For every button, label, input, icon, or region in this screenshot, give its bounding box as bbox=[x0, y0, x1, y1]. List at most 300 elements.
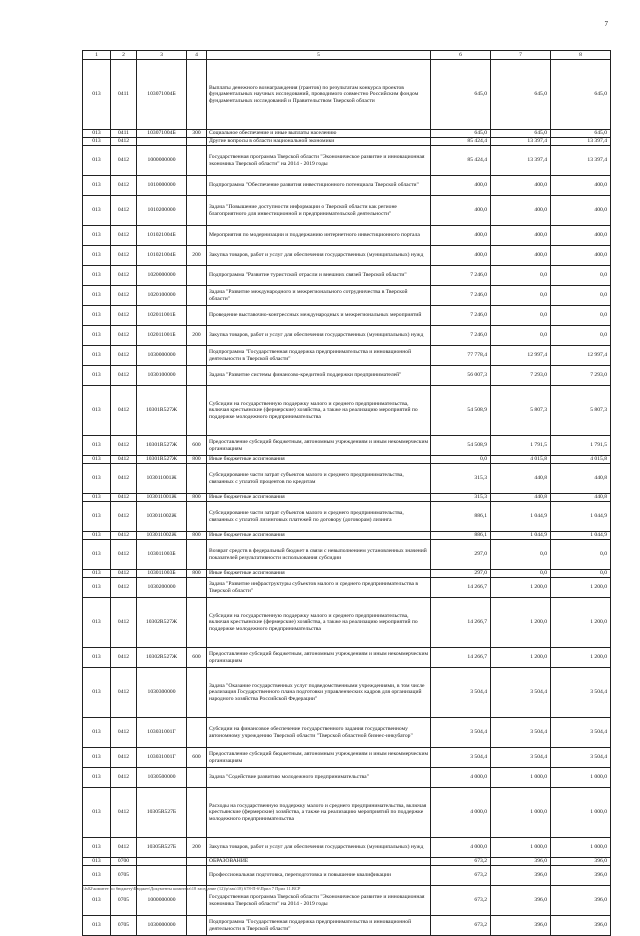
cell-section-code: 0412 bbox=[111, 578, 137, 598]
cell-name: Государственная программа Тверской области "Экономическое развитие и инновационная экономика Тверской области" на 2014 - 2019 годы bbox=[207, 886, 431, 916]
cell-section-code: 0412 bbox=[111, 598, 137, 648]
cell-target-article: 101021004Б bbox=[137, 246, 187, 266]
budget-table-container bbox=[82, 50, 610, 936]
cell-target-article: 103071004Б bbox=[137, 60, 187, 130]
cell-amount-year1: 400,0 bbox=[431, 246, 491, 266]
cell-section-code: 0412 bbox=[111, 502, 137, 532]
cell-name: Задача "Развитие системы финансово-кредитной поддержки предпринимателей" bbox=[207, 366, 431, 386]
table-row bbox=[83, 788, 611, 838]
cell-amount-year2: 1 200,0 bbox=[491, 648, 551, 668]
cell-name: Субсидирование части затрат субъектов малого и среднего предпринимательства, связанных с уплатой лизинговых платежей по договору (договорам) лизинга bbox=[207, 502, 431, 532]
cell-section-code: 0412 bbox=[111, 570, 137, 578]
cell-target-article: 10301R527Ж bbox=[137, 456, 187, 464]
cell-name: Предоставление субсидий бюджетным, автономным учреждениям и иным некоммерческим организациям bbox=[207, 436, 431, 456]
cell-amount-year2: 3 504,4 bbox=[491, 748, 551, 768]
cell-amount-year1: 7 246,0 bbox=[431, 326, 491, 346]
header-col-4: 4 bbox=[187, 51, 207, 60]
cell-amount-year1: 3 504,4 bbox=[431, 718, 491, 748]
cell-expense-type: 200 bbox=[187, 838, 207, 858]
table-row bbox=[83, 60, 611, 130]
table-row bbox=[83, 916, 611, 936]
cell-name: Предоставление субсидий бюджетным, автономным учреждениям и иным некоммерческим организациям bbox=[207, 648, 431, 668]
cell-amount-year2: 396,0 bbox=[491, 866, 551, 886]
cell-amount-year2: 3 504,4 bbox=[491, 668, 551, 718]
cell-expense-type bbox=[187, 858, 207, 866]
cell-ministry-code: 013 bbox=[83, 532, 111, 540]
cell-expense-type bbox=[187, 386, 207, 436]
cell-amount-year2: 400,0 bbox=[491, 176, 551, 196]
cell-ministry-code: 013 bbox=[83, 196, 111, 226]
cell-section-code: 0412 bbox=[111, 366, 137, 386]
cell-amount-year3: 1 000,0 bbox=[551, 838, 611, 858]
cell-ministry-code: 013 bbox=[83, 130, 111, 138]
cell-target-article: 103011001Ж bbox=[137, 494, 187, 502]
cell-amount-year1: 297,0 bbox=[431, 540, 491, 570]
cell-section-code: 0412 bbox=[111, 494, 137, 502]
cell-target-article: 10302R527Ж bbox=[137, 598, 187, 648]
cell-amount-year3: 0,0 bbox=[551, 306, 611, 326]
cell-amount-year1: 673,2 bbox=[431, 886, 491, 916]
cell-target-article: 1000000000 bbox=[137, 146, 187, 176]
cell-section-code: 0412 bbox=[111, 346, 137, 366]
cell-expense-type: 800 bbox=[187, 456, 207, 464]
cell-amount-year2: 13 397,4 bbox=[491, 146, 551, 176]
table-row bbox=[83, 768, 611, 788]
cell-amount-year2: 4 015,8 bbox=[491, 456, 551, 464]
cell-name: Иные бюджетные ассигнования bbox=[207, 456, 431, 464]
cell-amount-year3: 12 997,4 bbox=[551, 346, 611, 366]
table-row bbox=[83, 532, 611, 540]
cell-amount-year2: 1 791,5 bbox=[491, 436, 551, 456]
cell-section-code: 0412 bbox=[111, 286, 137, 306]
table-row bbox=[83, 578, 611, 598]
cell-name: Государственная программа Тверской области "Экономическое развитие и инновационная экономика Тверской области" на 2014 - 2019 годы bbox=[207, 146, 431, 176]
cell-amount-year1: 3 504,4 bbox=[431, 668, 491, 718]
cell-amount-year3: 396,0 bbox=[551, 916, 611, 936]
cell-ministry-code: 013 bbox=[83, 176, 111, 196]
cell-amount-year2: 400,0 bbox=[491, 226, 551, 246]
cell-amount-year1: 7 246,0 bbox=[431, 306, 491, 326]
cell-amount-year3: 13 397,4 bbox=[551, 146, 611, 176]
cell-section-code: 0412 bbox=[111, 540, 137, 570]
table-row bbox=[83, 226, 611, 246]
table-row bbox=[83, 464, 611, 494]
cell-expense-type bbox=[187, 60, 207, 130]
cell-amount-year3: 1 200,0 bbox=[551, 648, 611, 668]
cell-amount-year1: 85 424,4 bbox=[431, 146, 491, 176]
cell-expense-type bbox=[187, 196, 207, 226]
cell-name: Задача "Развитие международного и межрегионального сотрудничества в Тверской области" bbox=[207, 286, 431, 306]
cell-amount-year2: 1 000,0 bbox=[491, 768, 551, 788]
cell-ministry-code: 013 bbox=[83, 578, 111, 598]
cell-ministry-code: 013 bbox=[83, 346, 111, 366]
cell-expense-type bbox=[187, 788, 207, 838]
cell-name: Иные бюджетные ассигнования bbox=[207, 494, 431, 502]
cell-amount-year3: 1 044,9 bbox=[551, 532, 611, 540]
table-row bbox=[83, 648, 611, 668]
cell-expense-type bbox=[187, 366, 207, 386]
cell-amount-year3: 645,0 bbox=[551, 60, 611, 130]
cell-ministry-code: 013 bbox=[83, 570, 111, 578]
page-number: 7 bbox=[604, 20, 608, 28]
cell-amount-year3: 1 000,0 bbox=[551, 788, 611, 838]
cell-amount-year1: 400,0 bbox=[431, 176, 491, 196]
cell-expense-type bbox=[187, 306, 207, 326]
cell-ministry-code: 013 bbox=[83, 386, 111, 436]
cell-amount-year2: 12 997,4 bbox=[491, 346, 551, 366]
cell-amount-year2: 0,0 bbox=[491, 326, 551, 346]
cell-expense-type bbox=[187, 226, 207, 246]
cell-amount-year1: 886,1 bbox=[431, 532, 491, 540]
cell-target-article: 1030200000 bbox=[137, 578, 187, 598]
table-row bbox=[83, 718, 611, 748]
cell-amount-year1: 14 266,7 bbox=[431, 578, 491, 598]
cell-name: Подпрограмма "Государственная поддержка предпринимательства и инновационной деятельности в Тверской области" bbox=[207, 916, 431, 936]
table-row bbox=[83, 138, 611, 146]
table-row bbox=[83, 436, 611, 456]
cell-amount-year1: 645,0 bbox=[431, 130, 491, 138]
cell-expense-type: 600 bbox=[187, 648, 207, 668]
cell-ministry-code: 013 bbox=[83, 788, 111, 838]
cell-ministry-code: 013 bbox=[83, 326, 111, 346]
header-col-7: 7 bbox=[491, 51, 551, 60]
cell-name: Выплаты денежного вознаграждения (грантов) по результатам конкурса проектов фундаментальных научных исследований, проводимого совместно Российским фондом фундаментальных исследований и Правительством Тверской области bbox=[207, 60, 431, 130]
cell-ministry-code: 013 bbox=[83, 266, 111, 286]
cell-expense-type bbox=[187, 916, 207, 936]
cell-amount-year3: 1 200,0 bbox=[551, 578, 611, 598]
cell-amount-year1: 4 000,0 bbox=[431, 768, 491, 788]
cell-amount-year1: 7 246,0 bbox=[431, 286, 491, 306]
cell-ministry-code: 013 bbox=[83, 916, 111, 936]
cell-amount-year3: 400,0 bbox=[551, 246, 611, 266]
cell-target-article: 10301R527Ж bbox=[137, 386, 187, 436]
cell-ministry-code: 013 bbox=[83, 226, 111, 246]
cell-amount-year2: 0,0 bbox=[491, 570, 551, 578]
cell-amount-year2: 0,0 bbox=[491, 266, 551, 286]
cell-expense-type bbox=[187, 540, 207, 570]
cell-amount-year2: 396,0 bbox=[491, 858, 551, 866]
cell-expense-type bbox=[187, 464, 207, 494]
cell-target-article: 103071004Б bbox=[137, 130, 187, 138]
cell-name: Другие вопросы в области национальной экономики bbox=[207, 138, 431, 146]
table-row bbox=[83, 570, 611, 578]
cell-target-article: 1010200000 bbox=[137, 196, 187, 226]
cell-amount-year3: 7 293,0 bbox=[551, 366, 611, 386]
cell-section-code: 0412 bbox=[111, 146, 137, 176]
cell-amount-year1: 315,3 bbox=[431, 464, 491, 494]
cell-amount-year3: 5 807,3 bbox=[551, 386, 611, 436]
cell-expense-type: 300 bbox=[187, 130, 207, 138]
cell-amount-year1: 77 778,4 bbox=[431, 346, 491, 366]
table-row bbox=[83, 326, 611, 346]
header-row bbox=[83, 51, 611, 60]
cell-amount-year1: 297,0 bbox=[431, 570, 491, 578]
cell-expense-type: 800 bbox=[187, 494, 207, 502]
cell-ministry-code: 013 bbox=[83, 138, 111, 146]
cell-amount-year1: 0,0 bbox=[431, 456, 491, 464]
cell-name: Закупка товаров, работ и услуг для обеспечения государственных (муниципальных) нужд bbox=[207, 326, 431, 346]
table-row bbox=[83, 306, 611, 326]
cell-target-article: 103011002Ж bbox=[137, 532, 187, 540]
cell-ministry-code: 013 bbox=[83, 540, 111, 570]
cell-ministry-code: 013 bbox=[83, 306, 111, 326]
cell-target-article: 101021004Б bbox=[137, 226, 187, 246]
cell-section-code: 0412 bbox=[111, 386, 137, 436]
cell-target-article: 10305R527Б bbox=[137, 838, 187, 858]
cell-name: Субсидии на государственную поддержку малого и среднего предпринимательства, включая крестьянские (фермерские) хозяйства, а также на реализацию мероприятий по поддержке молодежного предпринимательства bbox=[207, 386, 431, 436]
cell-target-article: 103011003Б bbox=[137, 540, 187, 570]
cell-amount-year3: 1 791,5 bbox=[551, 436, 611, 456]
cell-amount-year3: 396,0 bbox=[551, 886, 611, 916]
cell-section-code: 0412 bbox=[111, 788, 137, 838]
cell-amount-year3: 1 044,9 bbox=[551, 502, 611, 532]
cell-name: Задача "Повышение доступности информации о Тверской области как регионе благоприятного для инвестиционной и предпринимательской деятельности" bbox=[207, 196, 431, 226]
table-row bbox=[83, 858, 611, 866]
cell-amount-year1: 54 508,9 bbox=[431, 386, 491, 436]
cell-ministry-code: 013 bbox=[83, 456, 111, 464]
cell-amount-year2: 400,0 bbox=[491, 196, 551, 226]
cell-amount-year2: 1 000,0 bbox=[491, 838, 551, 858]
cell-amount-year3: 3 504,4 bbox=[551, 748, 611, 768]
cell-amount-year1: 4 000,0 bbox=[431, 838, 491, 858]
cell-amount-year3: 440,8 bbox=[551, 464, 611, 494]
cell-name: Социальное обеспечение и иные выплаты населению bbox=[207, 130, 431, 138]
cell-section-code: 0705 bbox=[111, 916, 137, 936]
cell-amount-year2: 0,0 bbox=[491, 540, 551, 570]
cell-amount-year3: 400,0 bbox=[551, 226, 611, 246]
cell-name: Закупка товаров, работ и услуг для обеспечения государственных (муниципальных) нужд bbox=[207, 246, 431, 266]
cell-section-code: 0412 bbox=[111, 246, 137, 266]
cell-expense-type bbox=[187, 668, 207, 718]
cell-expense-type bbox=[187, 768, 207, 788]
cell-expense-type bbox=[187, 146, 207, 176]
cell-name: Иные бюджетные ассигнования bbox=[207, 570, 431, 578]
cell-name: Проведение выставочно-конгрессных международных и межрегиональных мероприятий bbox=[207, 306, 431, 326]
cell-target-article: 1000000000 bbox=[137, 886, 187, 916]
cell-amount-year2: 645,0 bbox=[491, 130, 551, 138]
cell-amount-year3: 0,0 bbox=[551, 570, 611, 578]
cell-amount-year1: 400,0 bbox=[431, 226, 491, 246]
header-col-8: 8 bbox=[551, 51, 611, 60]
cell-section-code: 0412 bbox=[111, 326, 137, 346]
cell-amount-year2: 1 200,0 bbox=[491, 578, 551, 598]
cell-ministry-code: 013 bbox=[83, 648, 111, 668]
cell-section-code: 0700 bbox=[111, 858, 137, 866]
cell-target-article: 1030100000 bbox=[137, 366, 187, 386]
cell-target-article bbox=[137, 866, 187, 886]
cell-ministry-code: 013 bbox=[83, 436, 111, 456]
cell-section-code: 0412 bbox=[111, 768, 137, 788]
cell-section-code: 0412 bbox=[111, 718, 137, 748]
cell-target-article: 103031001Г bbox=[137, 748, 187, 768]
cell-name: Задача "Оказание государственных услуг подведомственными учреждениями, в том числе реализация Государственного плана подготовки управленческих кадров для организаций народного хозяйства Российской Федерации" bbox=[207, 668, 431, 718]
header-col-2: 2 bbox=[111, 51, 137, 60]
cell-expense-type: 800 bbox=[187, 532, 207, 540]
cell-ministry-code: 013 bbox=[83, 246, 111, 266]
file-path-footer: \\fs02\комитет по бюджету\Бюджет\Документы комитета\18 заседание (12)\р\зак\18) 678-П-6\Прил 7 Прил 11.ВСР bbox=[82, 886, 301, 891]
cell-amount-year2: 396,0 bbox=[491, 916, 551, 936]
cell-target-article: 1030000000 bbox=[137, 916, 187, 936]
cell-ministry-code: 013 bbox=[83, 838, 111, 858]
table-row bbox=[83, 130, 611, 138]
cell-amount-year1: 85 424,4 bbox=[431, 138, 491, 146]
cell-amount-year1: 886,1 bbox=[431, 502, 491, 532]
cell-amount-year3: 0,0 bbox=[551, 286, 611, 306]
cell-section-code: 0412 bbox=[111, 176, 137, 196]
cell-amount-year1: 645,0 bbox=[431, 60, 491, 130]
cell-amount-year1: 673,2 bbox=[431, 916, 491, 936]
cell-amount-year3: 0,0 bbox=[551, 326, 611, 346]
table-row bbox=[83, 598, 611, 648]
cell-name: Профессиональная подготовка, переподготовка и повышение квалификации bbox=[207, 866, 431, 886]
cell-amount-year2: 1 044,9 bbox=[491, 532, 551, 540]
cell-ministry-code: 013 bbox=[83, 502, 111, 532]
cell-expense-type bbox=[187, 718, 207, 748]
cell-ministry-code: 013 bbox=[83, 718, 111, 748]
cell-amount-year2: 645,0 bbox=[491, 60, 551, 130]
cell-ministry-code: 013 bbox=[83, 886, 111, 916]
table-row bbox=[83, 540, 611, 570]
cell-name: Субсидирование части затрат субъектов малого и среднего предпринимательства, связанных с уплатой процентов по кредитам bbox=[207, 464, 431, 494]
cell-expense-type: 200 bbox=[187, 326, 207, 346]
cell-name: Расходы на государственную поддержку малого и среднего предпринимательства, включая крестьянские (фермерские) хозяйства, а также на реализацию мероприятий по поддержке молодежного предпринимательства bbox=[207, 788, 431, 838]
cell-amount-year3: 396,0 bbox=[551, 866, 611, 886]
table-row bbox=[83, 176, 611, 196]
cell-name: Субсидии на финансовое обеспечение государственного задания государственному автономному учреждению Тверской области "Тверской областной бизнес-инкубатор" bbox=[207, 718, 431, 748]
cell-amount-year2: 5 807,3 bbox=[491, 386, 551, 436]
cell-target-article bbox=[137, 138, 187, 146]
cell-ministry-code: 013 bbox=[83, 286, 111, 306]
cell-amount-year2: 0,0 bbox=[491, 306, 551, 326]
cell-ministry-code: 013 bbox=[83, 668, 111, 718]
table-row bbox=[83, 838, 611, 858]
header-col-3: 3 bbox=[137, 51, 187, 60]
table-row bbox=[83, 286, 611, 306]
cell-expense-type: 600 bbox=[187, 436, 207, 456]
cell-ministry-code: 013 bbox=[83, 146, 111, 176]
cell-target-article: 10302R527Ж bbox=[137, 648, 187, 668]
cell-amount-year2: 3 504,4 bbox=[491, 718, 551, 748]
cell-amount-year3: 1 000,0 bbox=[551, 768, 611, 788]
table-row bbox=[83, 266, 611, 286]
cell-amount-year1: 7 246,0 bbox=[431, 266, 491, 286]
cell-amount-year2: 1 200,0 bbox=[491, 598, 551, 648]
table-row bbox=[83, 668, 611, 718]
cell-expense-type bbox=[187, 176, 207, 196]
table-row bbox=[83, 146, 611, 176]
cell-amount-year1: 400,0 bbox=[431, 196, 491, 226]
cell-target-article: 102011001Б bbox=[137, 326, 187, 346]
table-row bbox=[83, 456, 611, 464]
table-row bbox=[83, 502, 611, 532]
cell-amount-year3: 4 015,8 bbox=[551, 456, 611, 464]
cell-amount-year3: 0,0 bbox=[551, 540, 611, 570]
cell-section-code: 0412 bbox=[111, 648, 137, 668]
cell-name: Возврат средств в федеральный бюджет в связи с невыполнением установленных значений показателей результативности использования субсидии bbox=[207, 540, 431, 570]
cell-section-code: 0411 bbox=[111, 60, 137, 130]
cell-ministry-code: 013 bbox=[83, 464, 111, 494]
cell-target-article: 103011003Б bbox=[137, 570, 187, 578]
cell-amount-year2: 1 000,0 bbox=[491, 788, 551, 838]
cell-name: Задача "Содействие развитию молодежного предпринимательства" bbox=[207, 768, 431, 788]
cell-target-article: 103011002Ж bbox=[137, 502, 187, 532]
cell-section-code: 0412 bbox=[111, 226, 137, 246]
cell-amount-year1: 673,2 bbox=[431, 858, 491, 866]
cell-section-code: 0412 bbox=[111, 138, 137, 146]
cell-section-code: 0705 bbox=[111, 866, 137, 886]
header-col-5: 5 bbox=[207, 51, 431, 60]
cell-expense-type bbox=[187, 138, 207, 146]
cell-section-code: 0412 bbox=[111, 456, 137, 464]
cell-amount-year1: 54 508,9 bbox=[431, 436, 491, 456]
cell-ministry-code: 013 bbox=[83, 494, 111, 502]
header-col-1: 1 bbox=[83, 51, 111, 60]
cell-name: Предоставление субсидий бюджетным, автономным учреждениям и иным некоммерческим организациям bbox=[207, 748, 431, 768]
cell-section-code: 0412 bbox=[111, 838, 137, 858]
cell-amount-year2: 440,8 bbox=[491, 494, 551, 502]
cell-name: Задача "Развитие инфраструктуры субъектов малого и среднего предпринимательства в Тверской области" bbox=[207, 578, 431, 598]
cell-ministry-code: 013 bbox=[83, 598, 111, 648]
cell-amount-year2: 13 397,4 bbox=[491, 138, 551, 146]
cell-name: Субсидии на государственную поддержку малого и среднего предпринимательства, включая крестьянские (фермерские) хозяйства, а также на реализацию мероприятий по поддержке молодежного предпринимательства bbox=[207, 598, 431, 648]
cell-section-code: 0412 bbox=[111, 532, 137, 540]
cell-section-code: 0412 bbox=[111, 668, 137, 718]
cell-expense-type bbox=[187, 866, 207, 886]
cell-name: Подпрограмма "Государственная поддержка предпринимательства и инновационной деятельности в Тверской области" bbox=[207, 346, 431, 366]
cell-expense-type: 800 bbox=[187, 570, 207, 578]
table-row bbox=[83, 246, 611, 266]
cell-amount-year2: 1 044,9 bbox=[491, 502, 551, 532]
cell-amount-year3: 3 504,4 bbox=[551, 668, 611, 718]
cell-ministry-code: 013 bbox=[83, 60, 111, 130]
cell-ministry-code: 013 bbox=[83, 748, 111, 768]
cell-name: Иные бюджетные ассигнования bbox=[207, 532, 431, 540]
cell-expense-type bbox=[187, 578, 207, 598]
cell-ministry-code: 013 bbox=[83, 768, 111, 788]
cell-section-code: 0412 bbox=[111, 436, 137, 456]
cell-amount-year3: 440,8 bbox=[551, 494, 611, 502]
cell-amount-year1: 673,2 bbox=[431, 866, 491, 886]
table-row bbox=[83, 366, 611, 386]
cell-amount-year2: 440,8 bbox=[491, 464, 551, 494]
cell-target-article: 10301R527Ж bbox=[137, 436, 187, 456]
cell-target-article: 1020000000 bbox=[137, 266, 187, 286]
cell-section-code: 0412 bbox=[111, 266, 137, 286]
cell-section-code: 0412 bbox=[111, 196, 137, 226]
cell-section-code: 0412 bbox=[111, 748, 137, 768]
budget-table bbox=[82, 50, 611, 936]
cell-name: ОБРАЗОВАНИЕ bbox=[207, 858, 431, 866]
cell-expense-type: 600 bbox=[187, 748, 207, 768]
cell-amount-year3: 645,0 bbox=[551, 130, 611, 138]
cell-amount-year1: 3 504,4 bbox=[431, 748, 491, 768]
cell-target-article: 103011001Ж bbox=[137, 464, 187, 494]
cell-amount-year3: 400,0 bbox=[551, 176, 611, 196]
cell-name: Подпрограмма "Обеспечение развития инвестиционного потенциала Тверской области" bbox=[207, 176, 431, 196]
table-row bbox=[83, 494, 611, 502]
cell-expense-type bbox=[187, 502, 207, 532]
cell-section-code: 0412 bbox=[111, 306, 137, 326]
cell-amount-year3: 396,0 bbox=[551, 858, 611, 866]
cell-amount-year3: 0,0 bbox=[551, 266, 611, 286]
cell-target-article: 1010000000 bbox=[137, 176, 187, 196]
cell-amount-year2: 0,0 bbox=[491, 286, 551, 306]
cell-amount-year3: 1 200,0 bbox=[551, 598, 611, 648]
cell-expense-type bbox=[187, 346, 207, 366]
cell-ministry-code: 013 bbox=[83, 858, 111, 866]
cell-name: Подпрограмма "Развитие туристской отрасли и внешних связей Тверской области" bbox=[207, 266, 431, 286]
table-row bbox=[83, 748, 611, 768]
